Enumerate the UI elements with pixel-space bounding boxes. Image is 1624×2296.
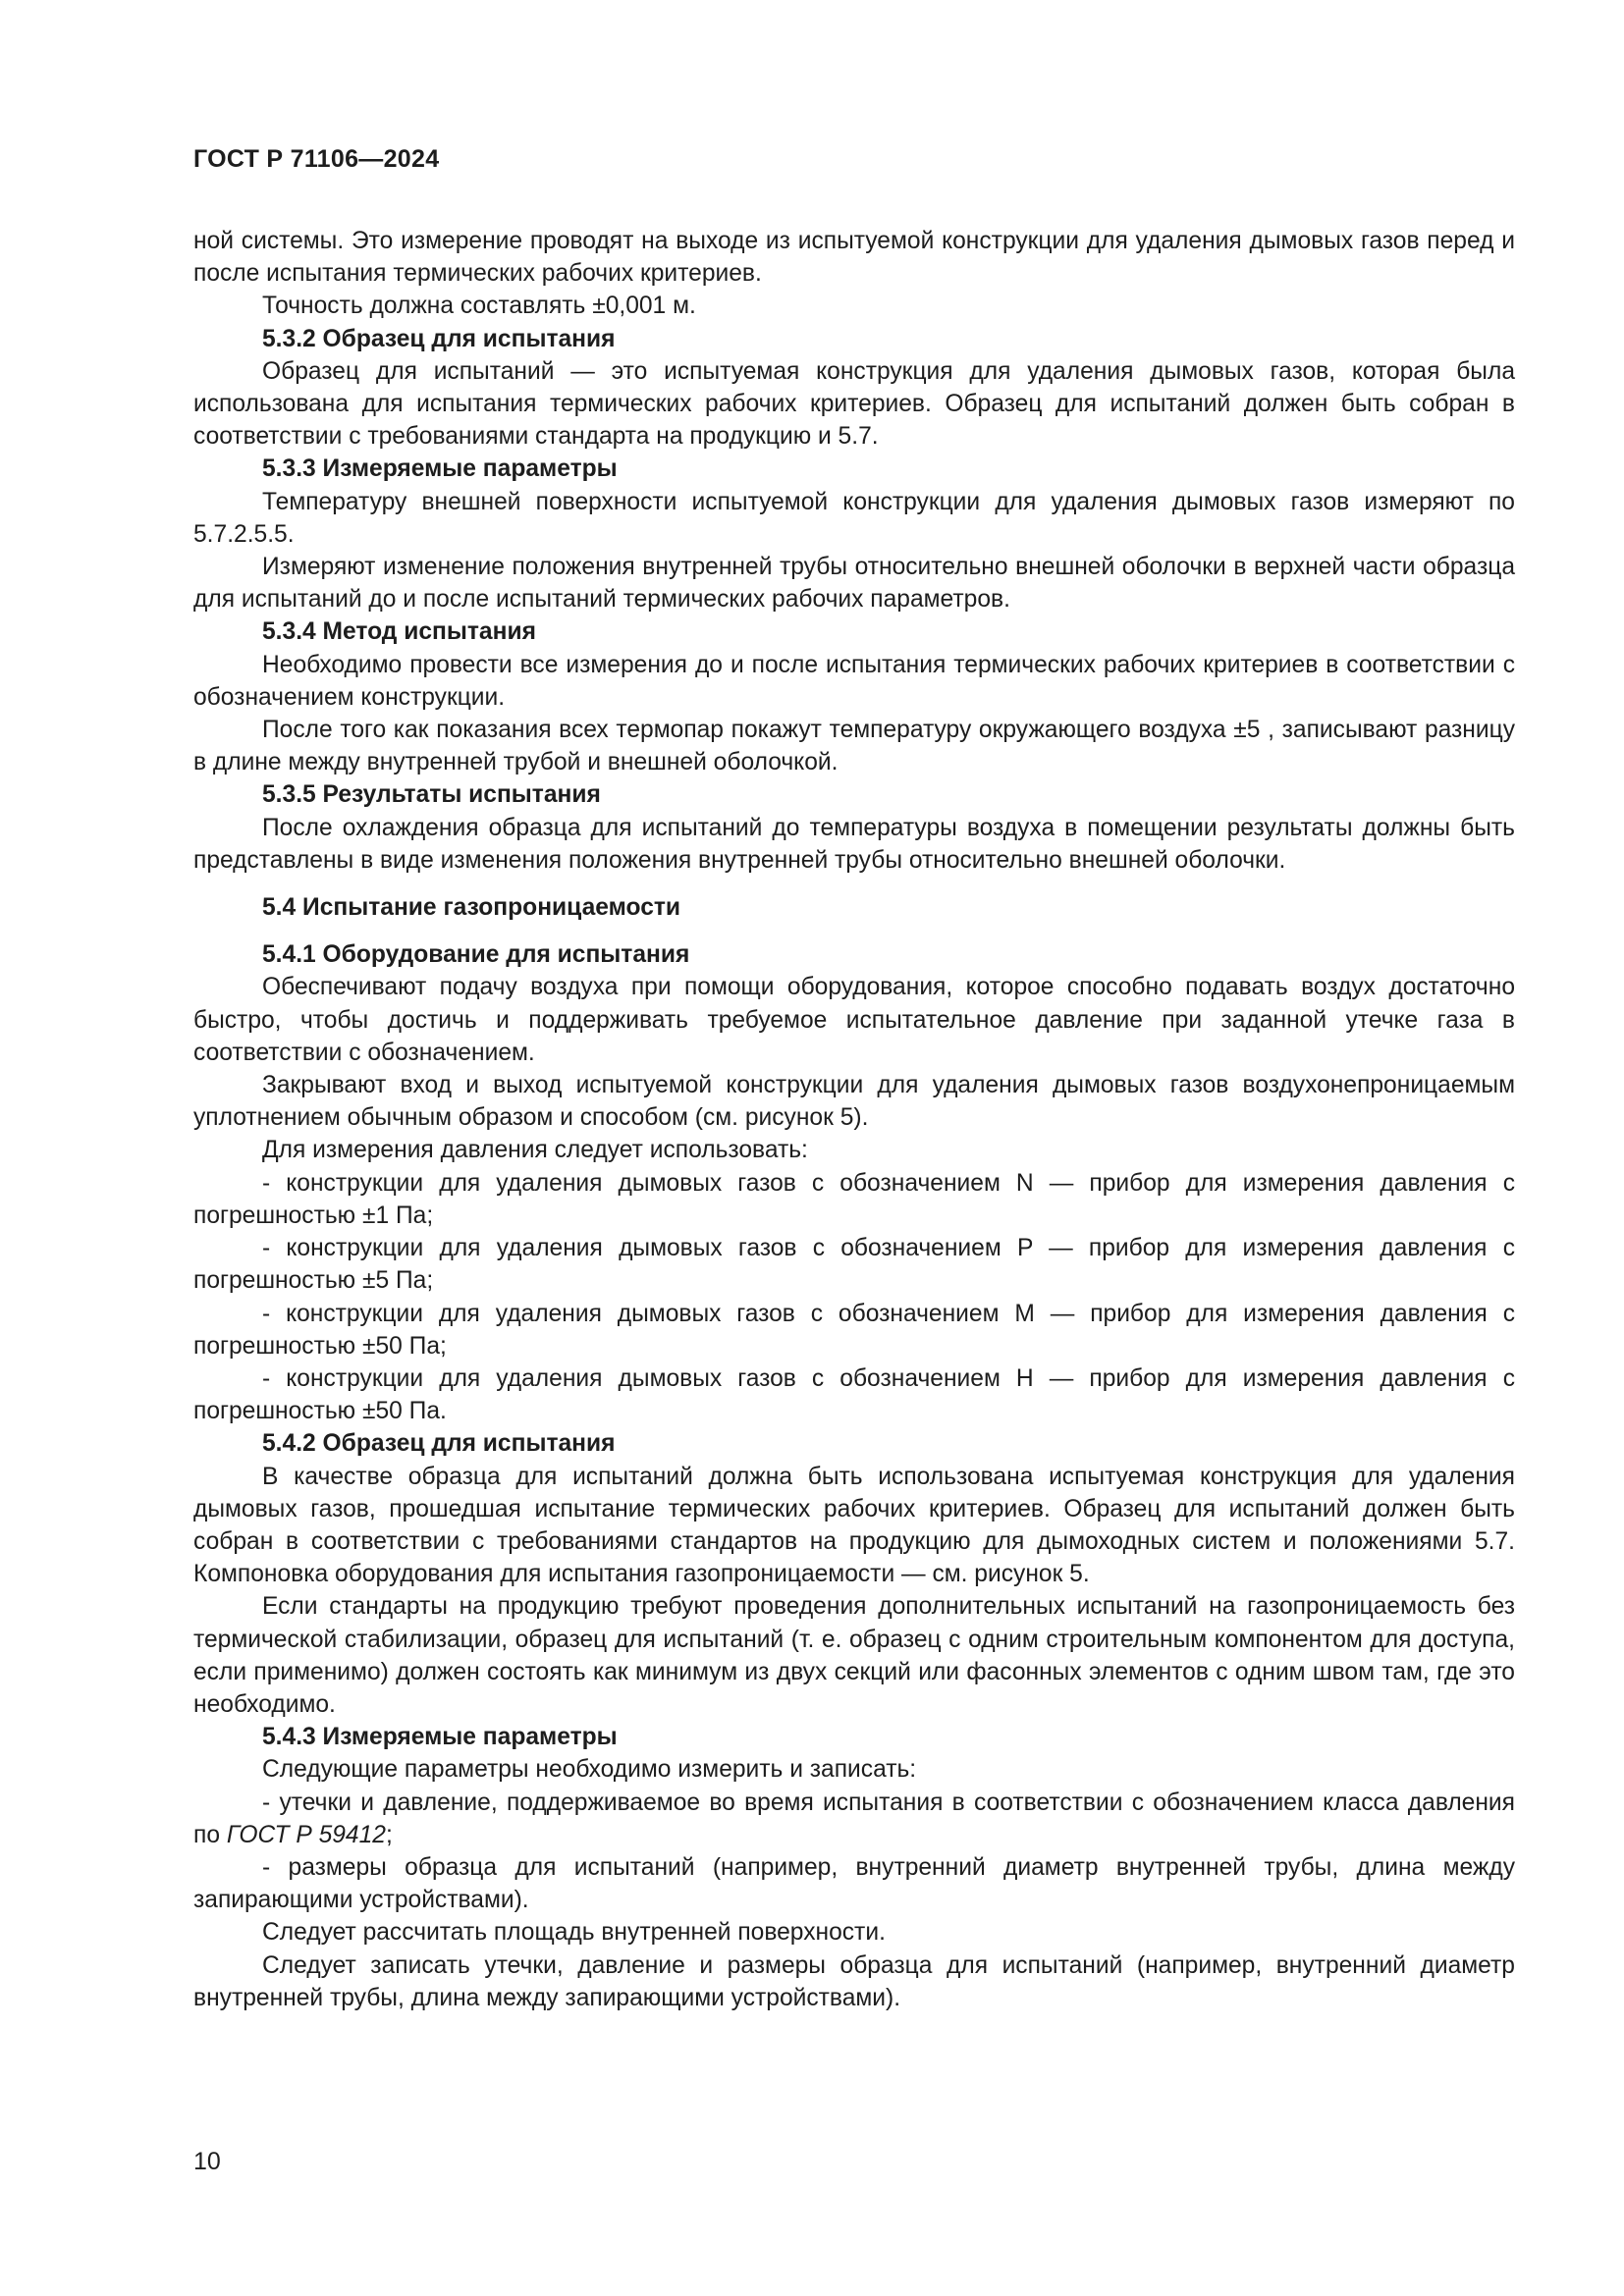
- paragraph: Если стандарты на продукцию требуют проведения дополнительных испытаний на газопроницаемость без термической стабилизации, образец для испытаний (т. е. образец с одним строительным компонентом для доступа, если применимо) должен состоять как минимум из двух секций или фасонных элементов с одним швом там, где это необходимо.: [193, 1593, 1515, 1718]
- paragraph: После того как показания всех термопар покажут температуру окружающего воздуха ±5 , записывают разницу в длине между внутренней трубой и внешней оболочкой.: [193, 717, 1515, 776]
- section-heading-5-4-1: 5.4.1 Оборудование для испытания: [262, 941, 690, 969]
- section-heading-5-3-5: 5.3.5 Результаты испытания: [262, 781, 601, 809]
- list-item: - конструкции для удаления дымовых газов с обозначением N — прибор для измерения давления с погрешностью ±1 Па;: [193, 1169, 1515, 1229]
- section-heading-5-3-4: 5.3.4 Метод испытания: [262, 618, 536, 646]
- paragraph: Для измерения давления следует использовать:: [262, 1137, 808, 1164]
- paragraph: Необходимо провести все измерения до и после испытания термических рабочих критериев в соответствии с обозначением конструкции.: [193, 651, 1515, 711]
- paragraph: После охлаждения образца для испытаний до температуры воздуха в помещении результаты должны быть представлены в виде изменения положения внутренней трубы относительно внешней оболочки.: [193, 814, 1515, 874]
- list-item-text: ;: [385, 1821, 393, 1848]
- section-heading-5-3-3: 5.3.3 Измеряемые параметры: [262, 455, 618, 483]
- page-number: 10: [193, 2148, 221, 2175]
- list-item: - конструкции для удаления дымовых газов с обозначением H — прибор для измерения давления с погрешностью ±50 Па.: [193, 1364, 1515, 1425]
- paragraph: Обеспечивают подачу воздуха при помощи оборудования, которое способно подавать воздух достаточно быстро, чтобы достичь и поддерживать требуемое испытательное давление при заданной утечке газа в соответствии с обозначением.: [193, 974, 1515, 1066]
- list-item: - размеры образца для испытаний (например, внутренний диаметр внутренней трубы, длина между запирающими устройствами).: [193, 1853, 1515, 1914]
- paragraph: Измеряют изменение положения внутренней трубы относительно внешней оболочки в верхней части образца для испытаний до и после испытаний термических рабочих параметров.: [193, 554, 1515, 614]
- section-heading-5-3-2: 5.3.2 Образец для испытания: [262, 325, 616, 352]
- section-heading-5-4: 5.4 Испытание газопроницаемости: [262, 894, 681, 922]
- paragraph: Следует рассчитать площадь внутренней поверхности.: [262, 1919, 886, 1947]
- paragraph: ной системы. Это измерение проводят на выходе из испытуемой конструкции для удаления дымовых газов перед и после испытания термических рабочих критериев.: [193, 228, 1515, 288]
- paragraph: В качестве образца для испытаний должна быть использована испытуемая конструкция для удаления дымовых газов, прошедшая испытание термических рабочих критериев. Образец для испытаний должен быть собран в соответствии с требованиями стандартов на продукцию для дымоходных систем и положениями 5.7. Компоновка оборудования для испытания газопроницаемости — см. рисунок 5.: [193, 1463, 1515, 1588]
- list-item: - конструкции для удаления дымовых газов с обозначением M — прибор для измерения давления с погрешностью ±50 Па;: [193, 1300, 1515, 1360]
- document-header: ГОСТ Р 71106—2024: [193, 145, 440, 173]
- paragraph: Образец для испытаний — это испытуемая конструкция для удаления дымовых газов, которая была использована для испытания термических рабочих критериев. Образец для испытаний должен быть собран в соответствии с требованиями стандарта на продукцию и 5.7.: [193, 357, 1515, 451]
- gost-reference-link: ГОСТ Р 59412: [226, 1821, 386, 1848]
- paragraph: Закрывают вход и выход испытуемой конструкции для удаления дымовых газов воздухонепроницаемым уплотнением обычным образом и способом (см. рисунок 5).: [193, 1072, 1515, 1132]
- paragraph: Точность должна составлять ±0,001 м.: [262, 293, 696, 320]
- section-heading-5-4-3: 5.4.3 Измеряемые параметры: [262, 1724, 618, 1751]
- document-body: [193, 225, 1515, 2014]
- section-heading-5-4-2: 5.4.2 Образец для испытания: [262, 1430, 616, 1458]
- paragraph: Следует записать утечки, давление и размеры образца для испытаний (например, внутренний диаметр внутренней трубы, длина между запирающими устройствами).: [193, 1951, 1515, 2011]
- paragraph: Температуру внешней поверхности испытуемой конструкции для удаления дымовых газов измеряют по 5.7.2.5.5.: [193, 488, 1515, 548]
- paragraph: Следующие параметры необходимо измерить и записать:: [262, 1756, 917, 1784]
- list-item: [193, 1787, 1515, 1851]
- list-item-text: - утечки и давление, поддерживаемое во время испытания в соответствии с обозначением класса давления по: [193, 1789, 1515, 1848]
- list-item: - конструкции для удаления дымовых газов с обозначением P — прибор для измерения давления с погрешностью ±5 Па;: [193, 1235, 1515, 1295]
